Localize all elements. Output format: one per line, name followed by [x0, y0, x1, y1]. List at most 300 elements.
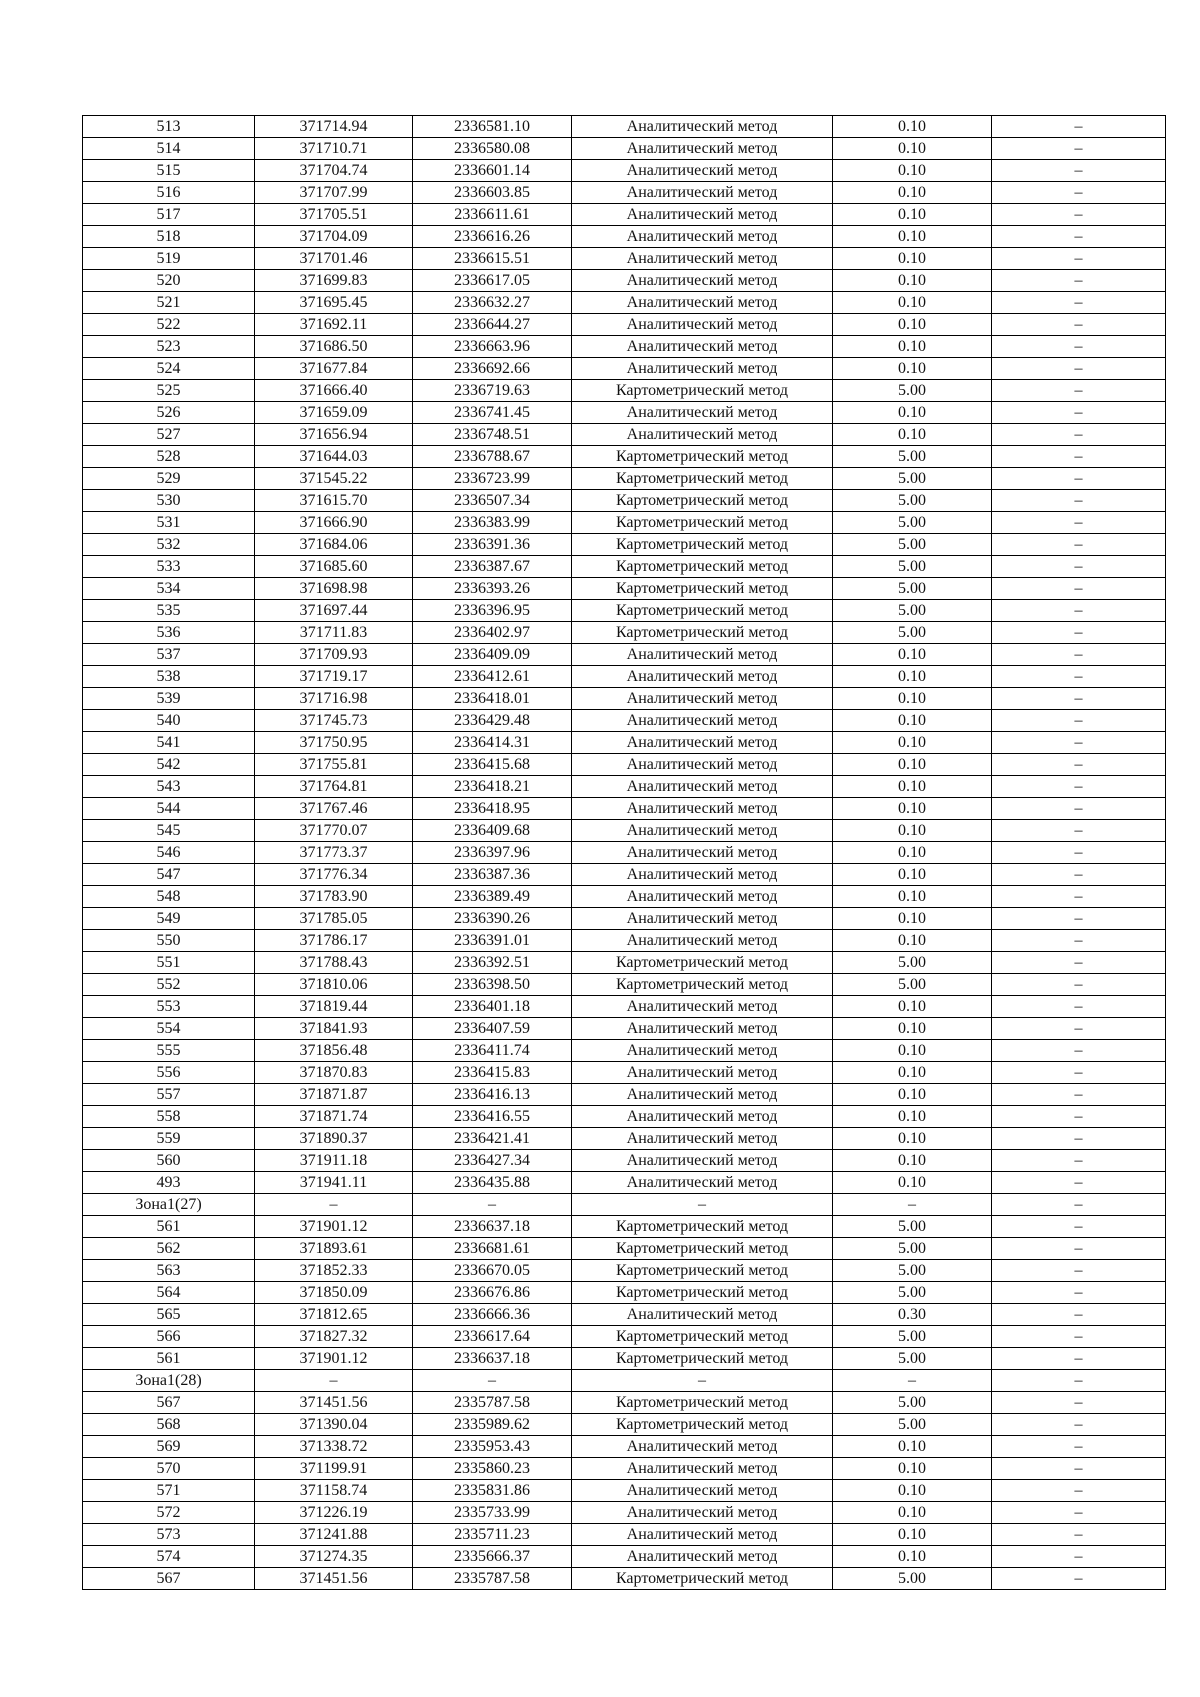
y-coordinate-cell: 2336748.51 — [413, 424, 572, 446]
table-row — [83, 886, 1166, 908]
method-cell: Аналитический метод — [572, 798, 833, 820]
method-cell: Аналитический метод — [572, 204, 833, 226]
accuracy-cell: 0.10 — [833, 820, 992, 842]
table-row — [83, 710, 1166, 732]
y-coordinate-cell: 2336387.36 — [413, 864, 572, 886]
accuracy-cell: 5.00 — [833, 1568, 992, 1590]
point-number-cell: 572 — [83, 1502, 255, 1524]
x-coordinate-cell: 371871.74 — [255, 1106, 413, 1128]
x-coordinate-cell: 371716.98 — [255, 688, 413, 710]
y-coordinate-cell: 2336415.68 — [413, 754, 572, 776]
x-coordinate-cell: 371755.81 — [255, 754, 413, 776]
accuracy-cell: 0.10 — [833, 248, 992, 270]
method-cell: Картометрический метод — [572, 490, 833, 512]
x-coordinate-cell: 371852.33 — [255, 1260, 413, 1282]
y-coordinate-cell: 2336507.34 — [413, 490, 572, 512]
x-coordinate-cell: 371644.03 — [255, 446, 413, 468]
accuracy-cell: 5.00 — [833, 1392, 992, 1414]
point-number-cell: 522 — [83, 314, 255, 336]
table-row — [83, 798, 1166, 820]
method-cell: Аналитический метод — [572, 754, 833, 776]
x-coordinate-cell: 371241.88 — [255, 1524, 413, 1546]
point-number-cell: 566 — [83, 1326, 255, 1348]
point-number-cell: 548 — [83, 886, 255, 908]
point-number-cell: 525 — [83, 380, 255, 402]
point-number-cell: 536 — [83, 622, 255, 644]
table-row — [83, 1326, 1166, 1348]
x-coordinate-cell: – — [255, 1194, 413, 1216]
description-cell: – — [992, 996, 1166, 1018]
point-number-cell: 493 — [83, 1172, 255, 1194]
table-row — [83, 1348, 1166, 1370]
table-row — [83, 1106, 1166, 1128]
accuracy-cell: 0.10 — [833, 160, 992, 182]
y-coordinate-cell: 2336617.64 — [413, 1326, 572, 1348]
description-cell: – — [992, 600, 1166, 622]
x-coordinate-cell: 371451.56 — [255, 1392, 413, 1414]
accuracy-cell: 5.00 — [833, 468, 992, 490]
accuracy-cell: 0.10 — [833, 1106, 992, 1128]
x-coordinate-cell: 371893.61 — [255, 1238, 413, 1260]
description-cell: – — [992, 798, 1166, 820]
description-cell: – — [992, 1480, 1166, 1502]
accuracy-cell: 0.10 — [833, 138, 992, 160]
point-number-cell: Зона1(27) — [83, 1194, 255, 1216]
x-coordinate-cell: 371199.91 — [255, 1458, 413, 1480]
y-coordinate-cell: 2335666.37 — [413, 1546, 572, 1568]
table-row — [83, 1480, 1166, 1502]
method-cell: Аналитический метод — [572, 1546, 833, 1568]
y-coordinate-cell: 2336407.59 — [413, 1018, 572, 1040]
description-cell: – — [992, 1040, 1166, 1062]
accuracy-cell: 0.10 — [833, 1436, 992, 1458]
x-coordinate-cell: 371158.74 — [255, 1480, 413, 1502]
x-coordinate-cell: 371274.35 — [255, 1546, 413, 1568]
x-coordinate-cell: 371704.74 — [255, 160, 413, 182]
description-cell: – — [992, 314, 1166, 336]
y-coordinate-cell: 2336398.50 — [413, 974, 572, 996]
y-coordinate-cell: 2336637.18 — [413, 1348, 572, 1370]
point-number-cell: Зона1(28) — [83, 1370, 255, 1392]
description-cell: – — [992, 1568, 1166, 1590]
accuracy-cell: 5.00 — [833, 622, 992, 644]
accuracy-cell: 0.10 — [833, 886, 992, 908]
point-number-cell: 565 — [83, 1304, 255, 1326]
point-number-cell: 573 — [83, 1524, 255, 1546]
method-cell: Аналитический метод — [572, 1128, 833, 1150]
point-number-cell: 521 — [83, 292, 255, 314]
y-coordinate-cell: 2336411.74 — [413, 1040, 572, 1062]
x-coordinate-cell: 371850.09 — [255, 1282, 413, 1304]
table-row — [83, 754, 1166, 776]
table-row — [83, 380, 1166, 402]
y-coordinate-cell: 2336391.36 — [413, 534, 572, 556]
description-cell: – — [992, 1238, 1166, 1260]
method-cell: Картометрический метод — [572, 1392, 833, 1414]
x-coordinate-cell: – — [255, 1370, 413, 1392]
point-number-cell: 545 — [83, 820, 255, 842]
x-coordinate-cell: 371338.72 — [255, 1436, 413, 1458]
x-coordinate-cell: 371856.48 — [255, 1040, 413, 1062]
point-number-cell: 564 — [83, 1282, 255, 1304]
y-coordinate-cell: 2336415.83 — [413, 1062, 572, 1084]
x-coordinate-cell: 371786.17 — [255, 930, 413, 952]
x-coordinate-cell: 371692.11 — [255, 314, 413, 336]
accuracy-cell: 0.10 — [833, 1458, 992, 1480]
table-row — [83, 688, 1166, 710]
method-cell: Картометрический метод — [572, 578, 833, 600]
description-cell: – — [992, 182, 1166, 204]
description-cell: – — [992, 1106, 1166, 1128]
y-coordinate-cell: – — [413, 1194, 572, 1216]
y-coordinate-cell: 2335831.86 — [413, 1480, 572, 1502]
x-coordinate-cell: 371666.40 — [255, 380, 413, 402]
description-cell: – — [992, 116, 1166, 138]
table-row — [83, 952, 1166, 974]
table-row — [83, 1568, 1166, 1590]
y-coordinate-cell: 2336418.95 — [413, 798, 572, 820]
x-coordinate-cell: 371764.81 — [255, 776, 413, 798]
table-row — [83, 578, 1166, 600]
y-coordinate-cell: 2336396.95 — [413, 600, 572, 622]
point-number-cell: 558 — [83, 1106, 255, 1128]
table-row — [83, 622, 1166, 644]
description-cell: – — [992, 468, 1166, 490]
table-row — [83, 138, 1166, 160]
accuracy-cell: 0.10 — [833, 644, 992, 666]
accuracy-cell: 0.10 — [833, 116, 992, 138]
accuracy-cell: 0.10 — [833, 798, 992, 820]
coordinates-table — [82, 115, 1166, 1590]
method-cell: Аналитический метод — [572, 402, 833, 424]
method-cell: Картометрический метод — [572, 1568, 833, 1590]
x-coordinate-cell: 371685.60 — [255, 556, 413, 578]
x-coordinate-cell: 371819.44 — [255, 996, 413, 1018]
x-coordinate-cell: 371390.04 — [255, 1414, 413, 1436]
table-row — [83, 116, 1166, 138]
method-cell: Аналитический метод — [572, 248, 833, 270]
point-number-cell: 550 — [83, 930, 255, 952]
y-coordinate-cell: 2336663.96 — [413, 336, 572, 358]
y-coordinate-cell: 2336719.63 — [413, 380, 572, 402]
table-row — [83, 226, 1166, 248]
x-coordinate-cell: 371714.94 — [255, 116, 413, 138]
table-row — [83, 402, 1166, 424]
y-coordinate-cell: 2336637.18 — [413, 1216, 572, 1238]
table-row — [83, 1524, 1166, 1546]
description-cell: – — [992, 1392, 1166, 1414]
method-cell: Аналитический метод — [572, 336, 833, 358]
x-coordinate-cell: 371666.90 — [255, 512, 413, 534]
table-row — [83, 1172, 1166, 1194]
point-number-cell: 562 — [83, 1238, 255, 1260]
x-coordinate-cell: 371841.93 — [255, 1018, 413, 1040]
description-cell: – — [992, 1304, 1166, 1326]
method-cell: Аналитический метод — [572, 688, 833, 710]
accuracy-cell: 5.00 — [833, 556, 992, 578]
x-coordinate-cell: 371684.06 — [255, 534, 413, 556]
description-cell: – — [992, 1062, 1166, 1084]
accuracy-cell: 0.10 — [833, 688, 992, 710]
point-number-cell: 523 — [83, 336, 255, 358]
y-coordinate-cell: 2336409.09 — [413, 644, 572, 666]
point-number-cell: 543 — [83, 776, 255, 798]
y-coordinate-cell: 2335711.23 — [413, 1524, 572, 1546]
method-cell: Аналитический метод — [572, 1062, 833, 1084]
method-cell: Аналитический метод — [572, 644, 833, 666]
accuracy-cell: 0.10 — [833, 1546, 992, 1568]
description-cell: – — [992, 710, 1166, 732]
accuracy-cell: 5.00 — [833, 1348, 992, 1370]
description-cell: – — [992, 204, 1166, 226]
accuracy-cell: 0.10 — [833, 710, 992, 732]
point-number-cell: 551 — [83, 952, 255, 974]
method-cell: Аналитический метод — [572, 138, 833, 160]
x-coordinate-cell: 371901.12 — [255, 1216, 413, 1238]
x-coordinate-cell: 371659.09 — [255, 402, 413, 424]
x-coordinate-cell: 371711.83 — [255, 622, 413, 644]
description-cell: – — [992, 424, 1166, 446]
table-row — [83, 1546, 1166, 1568]
coordinates-table-body — [83, 116, 1166, 1590]
point-number-cell: 533 — [83, 556, 255, 578]
table-row — [83, 1084, 1166, 1106]
method-cell: Аналитический метод — [572, 1480, 833, 1502]
description-cell: – — [992, 1260, 1166, 1282]
method-cell: Аналитический метод — [572, 732, 833, 754]
accuracy-cell: – — [833, 1194, 992, 1216]
table-row — [83, 1392, 1166, 1414]
method-cell: Аналитический метод — [572, 666, 833, 688]
x-coordinate-cell: 371656.94 — [255, 424, 413, 446]
x-coordinate-cell: 371810.06 — [255, 974, 413, 996]
description-cell: – — [992, 1128, 1166, 1150]
table-row — [83, 820, 1166, 842]
table-row — [83, 1436, 1166, 1458]
accuracy-cell: 0.10 — [833, 1062, 992, 1084]
method-cell: Аналитический метод — [572, 270, 833, 292]
method-cell: Аналитический метод — [572, 1172, 833, 1194]
description-cell: – — [992, 270, 1166, 292]
accuracy-cell: 5.00 — [833, 512, 992, 534]
x-coordinate-cell: 371941.11 — [255, 1172, 413, 1194]
accuracy-cell: 5.00 — [833, 578, 992, 600]
x-coordinate-cell: 371767.46 — [255, 798, 413, 820]
x-coordinate-cell: 371699.83 — [255, 270, 413, 292]
table-row — [83, 1502, 1166, 1524]
description-cell: – — [992, 864, 1166, 886]
method-cell: Аналитический метод — [572, 182, 833, 204]
table-row — [83, 1018, 1166, 1040]
y-coordinate-cell: 2336391.01 — [413, 930, 572, 952]
accuracy-cell: 5.00 — [833, 1326, 992, 1348]
table-row — [83, 1370, 1166, 1392]
table-row — [83, 776, 1166, 798]
accuracy-cell: 0.30 — [833, 1304, 992, 1326]
table-row — [83, 1194, 1166, 1216]
x-coordinate-cell: 371697.44 — [255, 600, 413, 622]
y-coordinate-cell: 2336676.86 — [413, 1282, 572, 1304]
point-number-cell: 524 — [83, 358, 255, 380]
method-cell: Аналитический метод — [572, 710, 833, 732]
point-number-cell: 570 — [83, 1458, 255, 1480]
y-coordinate-cell: 2336414.31 — [413, 732, 572, 754]
x-coordinate-cell: 371788.43 — [255, 952, 413, 974]
accuracy-cell: 0.10 — [833, 1502, 992, 1524]
description-cell: – — [992, 226, 1166, 248]
description-cell: – — [992, 644, 1166, 666]
x-coordinate-cell: 371901.12 — [255, 1348, 413, 1370]
method-cell: Картометрический метод — [572, 1414, 833, 1436]
point-number-cell: 519 — [83, 248, 255, 270]
description-cell: – — [992, 556, 1166, 578]
x-coordinate-cell: 371701.46 — [255, 248, 413, 270]
description-cell: – — [992, 1282, 1166, 1304]
x-coordinate-cell: 371745.73 — [255, 710, 413, 732]
description-cell: – — [992, 1326, 1166, 1348]
method-cell: Картометрический метод — [572, 380, 833, 402]
table-row — [83, 160, 1166, 182]
accuracy-cell: 0.10 — [833, 292, 992, 314]
point-number-cell: 542 — [83, 754, 255, 776]
y-coordinate-cell: 2336692.66 — [413, 358, 572, 380]
point-number-cell: 534 — [83, 578, 255, 600]
method-cell: Картометрический метод — [572, 556, 833, 578]
point-number-cell: 561 — [83, 1348, 255, 1370]
accuracy-cell: 0.10 — [833, 336, 992, 358]
method-cell: Аналитический метод — [572, 908, 833, 930]
y-coordinate-cell: 2336416.55 — [413, 1106, 572, 1128]
description-cell: – — [992, 1370, 1166, 1392]
description-cell: – — [992, 534, 1166, 556]
accuracy-cell: 0.10 — [833, 204, 992, 226]
x-coordinate-cell: 371776.34 — [255, 864, 413, 886]
table-row — [83, 1458, 1166, 1480]
description-cell: – — [992, 886, 1166, 908]
x-coordinate-cell: 371890.37 — [255, 1128, 413, 1150]
description-cell: – — [992, 820, 1166, 842]
accuracy-cell: 5.00 — [833, 1282, 992, 1304]
method-cell: Аналитический метод — [572, 1018, 833, 1040]
y-coordinate-cell: 2336412.61 — [413, 666, 572, 688]
table-row — [83, 468, 1166, 490]
accuracy-cell: 5.00 — [833, 1216, 992, 1238]
description-cell: – — [992, 908, 1166, 930]
x-coordinate-cell: 371545.22 — [255, 468, 413, 490]
accuracy-cell: 0.10 — [833, 930, 992, 952]
accuracy-cell: 0.10 — [833, 1524, 992, 1546]
table-row — [83, 1150, 1166, 1172]
point-number-cell: 530 — [83, 490, 255, 512]
table-row — [83, 534, 1166, 556]
description-cell: – — [992, 842, 1166, 864]
y-coordinate-cell: 2336402.97 — [413, 622, 572, 644]
description-cell: – — [992, 732, 1166, 754]
x-coordinate-cell: 371704.09 — [255, 226, 413, 248]
description-cell: – — [992, 930, 1166, 952]
description-cell: – — [992, 776, 1166, 798]
description-cell: – — [992, 358, 1166, 380]
table-row — [83, 1282, 1166, 1304]
table-row — [83, 424, 1166, 446]
method-cell: Картометрический метод — [572, 468, 833, 490]
table-row — [83, 204, 1166, 226]
y-coordinate-cell: 2335733.99 — [413, 1502, 572, 1524]
y-coordinate-cell: 2336788.67 — [413, 446, 572, 468]
accuracy-cell: 5.00 — [833, 446, 992, 468]
x-coordinate-cell: 371783.90 — [255, 886, 413, 908]
point-number-cell: 567 — [83, 1568, 255, 1590]
x-coordinate-cell: 371709.93 — [255, 644, 413, 666]
y-coordinate-cell: 2336421.41 — [413, 1128, 572, 1150]
method-cell: Аналитический метод — [572, 226, 833, 248]
y-coordinate-cell: 2336580.08 — [413, 138, 572, 160]
point-number-cell: 535 — [83, 600, 255, 622]
method-cell: Картометрический метод — [572, 1326, 833, 1348]
description-cell: – — [992, 1458, 1166, 1480]
y-coordinate-cell: 2336418.01 — [413, 688, 572, 710]
table-row — [83, 842, 1166, 864]
method-cell: Аналитический метод — [572, 160, 833, 182]
accuracy-cell: – — [833, 1370, 992, 1392]
point-number-cell: 513 — [83, 116, 255, 138]
description-cell: – — [992, 402, 1166, 424]
point-number-cell: 518 — [83, 226, 255, 248]
x-coordinate-cell: 371707.99 — [255, 182, 413, 204]
accuracy-cell: 0.10 — [833, 314, 992, 336]
table-row — [83, 974, 1166, 996]
table-row — [83, 182, 1166, 204]
point-number-cell: 514 — [83, 138, 255, 160]
y-coordinate-cell: 2336397.96 — [413, 842, 572, 864]
method-cell: Картометрический метод — [572, 1282, 833, 1304]
method-cell: Картометрический метод — [572, 1348, 833, 1370]
y-coordinate-cell: 2335953.43 — [413, 1436, 572, 1458]
description-cell: – — [992, 292, 1166, 314]
y-coordinate-cell: 2336616.26 — [413, 226, 572, 248]
x-coordinate-cell: 371785.05 — [255, 908, 413, 930]
description-cell: – — [992, 138, 1166, 160]
table-row — [83, 996, 1166, 1018]
y-coordinate-cell: 2336670.05 — [413, 1260, 572, 1282]
y-coordinate-cell: 2336617.05 — [413, 270, 572, 292]
y-coordinate-cell: 2336416.13 — [413, 1084, 572, 1106]
accuracy-cell: 0.10 — [833, 908, 992, 930]
x-coordinate-cell: 371710.71 — [255, 138, 413, 160]
description-cell: – — [992, 1502, 1166, 1524]
method-cell: Аналитический метод — [572, 886, 833, 908]
point-number-cell: 567 — [83, 1392, 255, 1414]
x-coordinate-cell: 371812.65 — [255, 1304, 413, 1326]
x-coordinate-cell: 371911.18 — [255, 1150, 413, 1172]
point-number-cell: 549 — [83, 908, 255, 930]
y-coordinate-cell: 2335860.23 — [413, 1458, 572, 1480]
point-number-cell: 527 — [83, 424, 255, 446]
point-number-cell: 568 — [83, 1414, 255, 1436]
method-cell: Аналитический метод — [572, 1524, 833, 1546]
y-coordinate-cell: 2336601.14 — [413, 160, 572, 182]
accuracy-cell: 0.10 — [833, 864, 992, 886]
table-row — [83, 1238, 1166, 1260]
method-cell: Аналитический метод — [572, 864, 833, 886]
description-cell: – — [992, 688, 1166, 710]
point-number-cell: 555 — [83, 1040, 255, 1062]
accuracy-cell: 5.00 — [833, 600, 992, 622]
y-coordinate-cell: 2336741.45 — [413, 402, 572, 424]
table-row — [83, 732, 1166, 754]
description-cell: – — [992, 1194, 1166, 1216]
point-number-cell: 560 — [83, 1150, 255, 1172]
